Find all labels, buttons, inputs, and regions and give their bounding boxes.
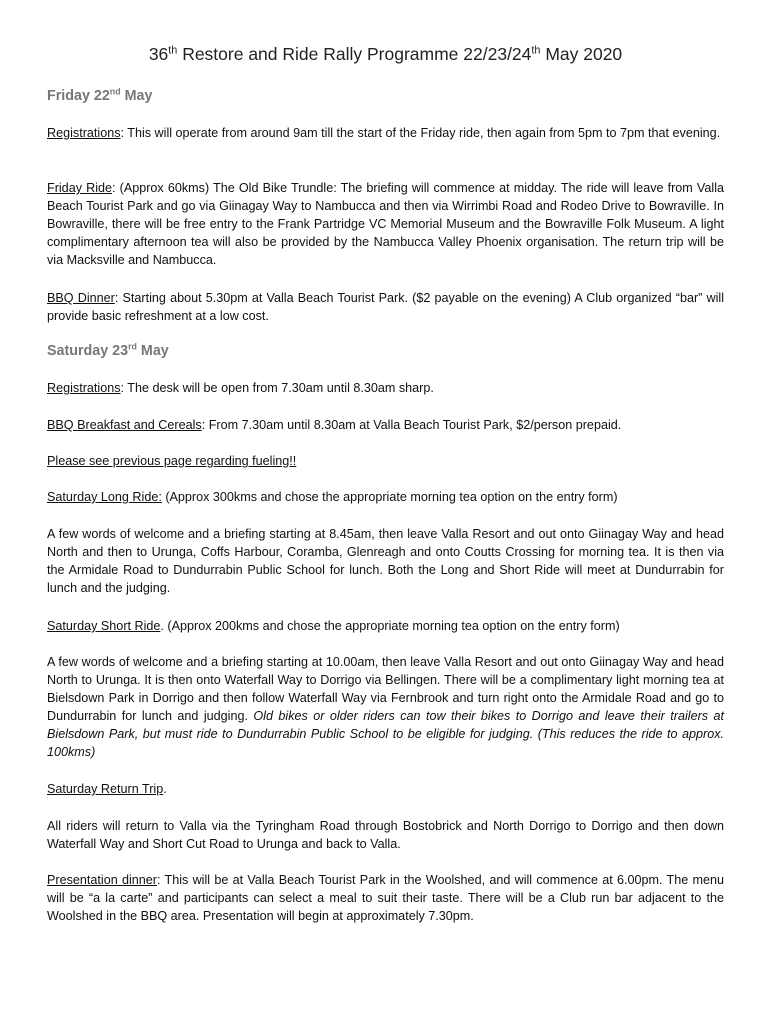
section-label: Friday Ride — [47, 181, 113, 195]
section-text: : (Approx 60kms) The Old Bike Trundle: The briefing will commence at midday. The ride will leave from Valla Beach Tourist Park and go via Giinagay Way to Nambucca and then via Wirrimbi Road and Rodeo Drive to Bowraville. In Bowraville, there will be free entry to the Frank Partridge VC Memorial Museum and the Bowraville Folk Museum. A light complimentary afternoon tea will also be provided by the Nambucca Valley Phoenix organisation. The return trip will be via Macksville and Nambucca. — [47, 181, 724, 267]
heading-part: Saturday 23 — [47, 343, 129, 359]
heading-sup: nd — [109, 86, 121, 97]
section-text: (Approx 300kms and chose the appropriate morning tea option on the entry form) — [161, 490, 618, 504]
friday-registrations — [47, 124, 724, 142]
section-text: . — [163, 782, 167, 796]
section-label: Presentation dinner — [47, 873, 157, 887]
friday-ride — [47, 179, 724, 269]
presentation-dinner — [47, 871, 724, 925]
section-label: BBQ Breakfast and Cereals — [47, 418, 202, 432]
section-label: Registrations — [47, 126, 121, 140]
section-text: : This will be at Valla Beach Tourist Park in the Woolshed, and will commence at 6.00pm. The menu will be “a la carte” and participants can select a meal to suit their taste. There will be a Club run bar adjacent to the Woolshed in the BBQ area. Presentation will begin at approximately 7.30pm. — [47, 873, 724, 923]
section-text: : This will operate from around 9am till the start of the Friday ride, then again from 5pm to 7pm that evening. — [120, 126, 721, 140]
section-text: : The desk will be open from 7.30am until 8.30am sharp. — [120, 381, 434, 395]
page-title — [47, 44, 724, 65]
section-label: Saturday Short Ride — [47, 619, 161, 633]
section-text: . (Approx 200kms and chose the appropriate morning tea option on the entry form) — [160, 619, 620, 633]
section-label: BBQ Dinner — [47, 291, 115, 305]
section-label: Saturday Long Ride: — [47, 490, 162, 504]
short-ride-note: Old bikes or older riders can tow their bikes to Dorrigo and leave their trailers at Bielsdown Park, but must ride to Dundurrabin Public School to be eligible for judging. (This reduces the ride to approx. 100kms) — [47, 709, 725, 759]
saturday-breakfast — [47, 416, 724, 434]
title-sup: th — [531, 44, 541, 57]
saturday-return-trip — [47, 780, 724, 798]
short-ride-description — [47, 653, 724, 761]
section-text: A few words of welcome and a briefing starting at 10.00am, then leave Valla Resort and out onto Giinagay Way and head North to Urunga. It is then onto Waterfall Way to Dorrigo via Bellingen. There will be a complimentary light morning tea at Bielsdown Park in Dorrigo and then follow Waterfall Way via Fernbrook and turn right onto the Armidale Road and go to Dundurrabin for lunch and judging. — [47, 655, 724, 723]
heading-sup: rd — [128, 341, 137, 352]
title-part: 36 — [148, 44, 169, 64]
section-text: : From 7.30am until 8.30am at Valla Beach Tourist Park, $2/person prepaid. — [201, 418, 622, 432]
section-text: : Starting about 5.30pm at Valla Beach Tourist Park. ($2 payable on the evening) A Club organized “bar” will provide basic refreshment at a low cost. — [47, 291, 724, 323]
fueling-note-text: Please see previous page regarding fueling!! — [47, 454, 297, 468]
saturday-heading — [47, 343, 169, 359]
heading-part: Friday 22 — [47, 88, 110, 104]
friday-heading — [47, 88, 152, 104]
saturday-registrations — [47, 379, 724, 397]
section-label: Saturday Return Trip — [47, 782, 164, 796]
long-ride-description: A few words of welcome and a briefing starting at 8.45am, then leave Valla Resort and out onto Giinagay Way and head North and then to Urunga, Coffs Harbour, Coramba, Glenreagh and onto Coutts Crossing for morning tea. It is then via the Armidale Road to Dundurrabin Public School for lunch. Both the Long and Short Ride will meet at Dundurrabin for lunch and the judging. — [47, 527, 724, 595]
title-part: May 2020 — [540, 44, 623, 64]
friday-bbq-dinner — [47, 289, 724, 325]
section-label: Registrations — [47, 381, 121, 395]
fueling-note — [47, 452, 724, 470]
heading-part: May — [136, 343, 169, 359]
heading-part: May — [120, 88, 153, 104]
title-part: Restore and Ride Rally Programme 22/23/24 — [177, 44, 532, 64]
title-sup: th — [168, 44, 178, 57]
saturday-long-ride — [47, 488, 724, 506]
saturday-short-ride — [47, 617, 724, 635]
return-trip-description: All riders will return to Valla via the Tyringham Road through Bostobrick and North Dorrigo to Dorrigo and then down Waterfall Way and Short Cut Road to Urunga and back to Valla. — [47, 819, 724, 851]
